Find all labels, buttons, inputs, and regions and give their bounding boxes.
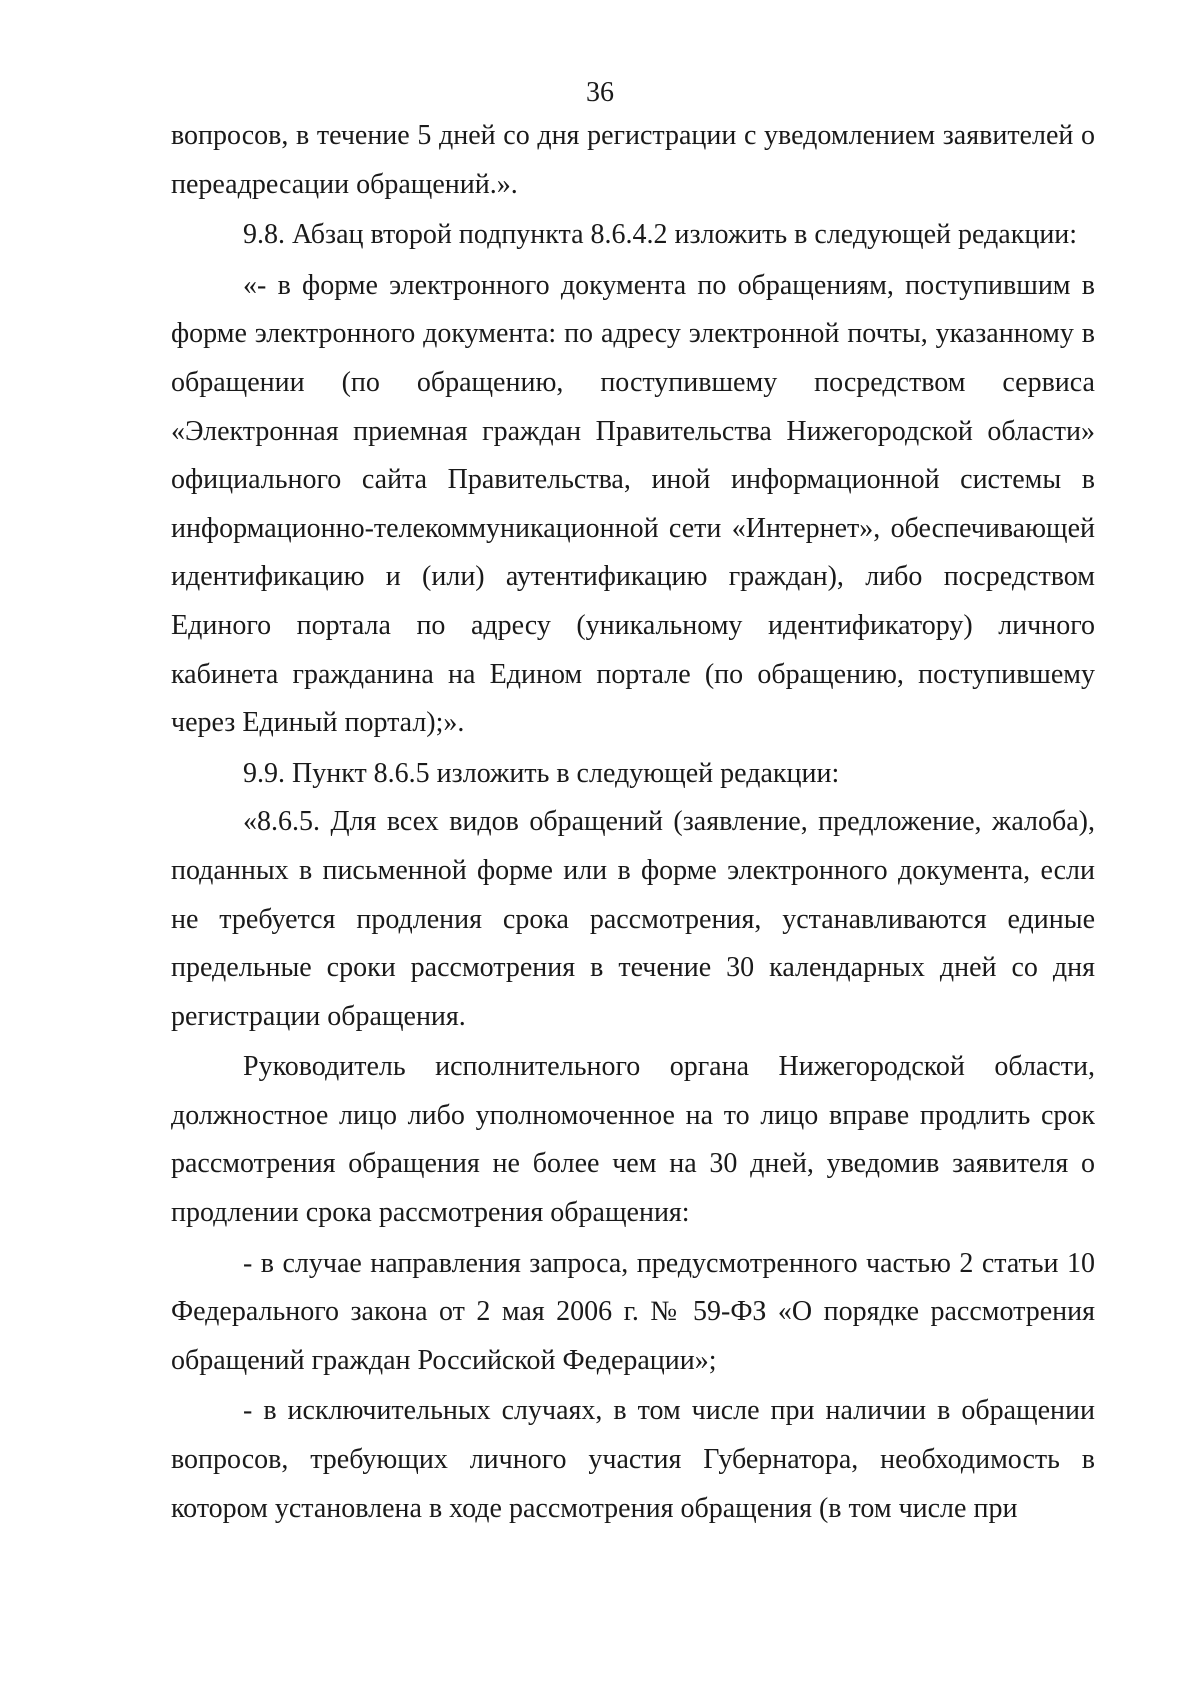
list-item-request: - в случае направления запроса, предусмотренного частью 2 статьи 10 Федерального закона от 2 мая 2006 г. № 59-ФЗ «О порядке рассмотрения обращений граждан Российской Федерации»;	[171, 1247, 1095, 1376]
paragraph-continuation: вопросов, в течение 5 дней со дня регистрации с уведомлением заявителей о переадресации обращений.».	[171, 120, 1095, 200]
paragraph-8-6-5: «8.6.5. Для всех видов обращений (заявление, предложение, жалоба), поданных в письменной форме или в форме электронного документа, если не требуется продления срока рассмотрения, устанавливаются единые предельные сроки рассмотрения в течение 30 календарных дней со дня регистрации обращения.	[171, 806, 1095, 1032]
list-item-exceptional-cases: - в исключительных случаях, в том числе при наличии в обращении вопросов, требующих личного участия Губернатора, необходимость в котором установлена в ходе рассмотрения обращения (в том числе при	[171, 1395, 1095, 1524]
document-body	[171, 112, 1095, 1533]
paragraph-9-8: 9.8. Абзац второй подпункта 8.6.4.2 изложить в следующей редакции:	[243, 219, 1078, 251]
paragraph-head-extension: Руководитель исполнительного органа Нижегородской области, должностное лицо либо уполномоченное на то лицо вправе продлить срок рассмотрения обращения не более чем на 30 дней, уведомив заявителя о продлении срока рассмотрения обращения:	[171, 1051, 1095, 1229]
paragraph-9-9: 9.9. Пункт 8.6.5 изложить в следующей редакции:	[243, 757, 840, 789]
page-number: 36	[586, 77, 614, 108]
paragraph-quoted-electronic-document: «- в форме электронного документа по обращениям, поступившим в форме электронного документа: по адресу электронной почты, указанному в обращении (по обращению, поступившему посредством сервиса «Электронная приемная граждан Правительства Нижегородской области» официального сайта Правительства, иной информационной системы в информационно-телекоммуникационной сети «Интернет», обеспечивающей идентификацию и (или) аутентификацию граждан), либо посредством Единого портала по адресу (уникальному идентификатору) личного кабинета гражданина на Едином портале (по обращению, поступившему через Единый портал);».	[171, 269, 1095, 739]
